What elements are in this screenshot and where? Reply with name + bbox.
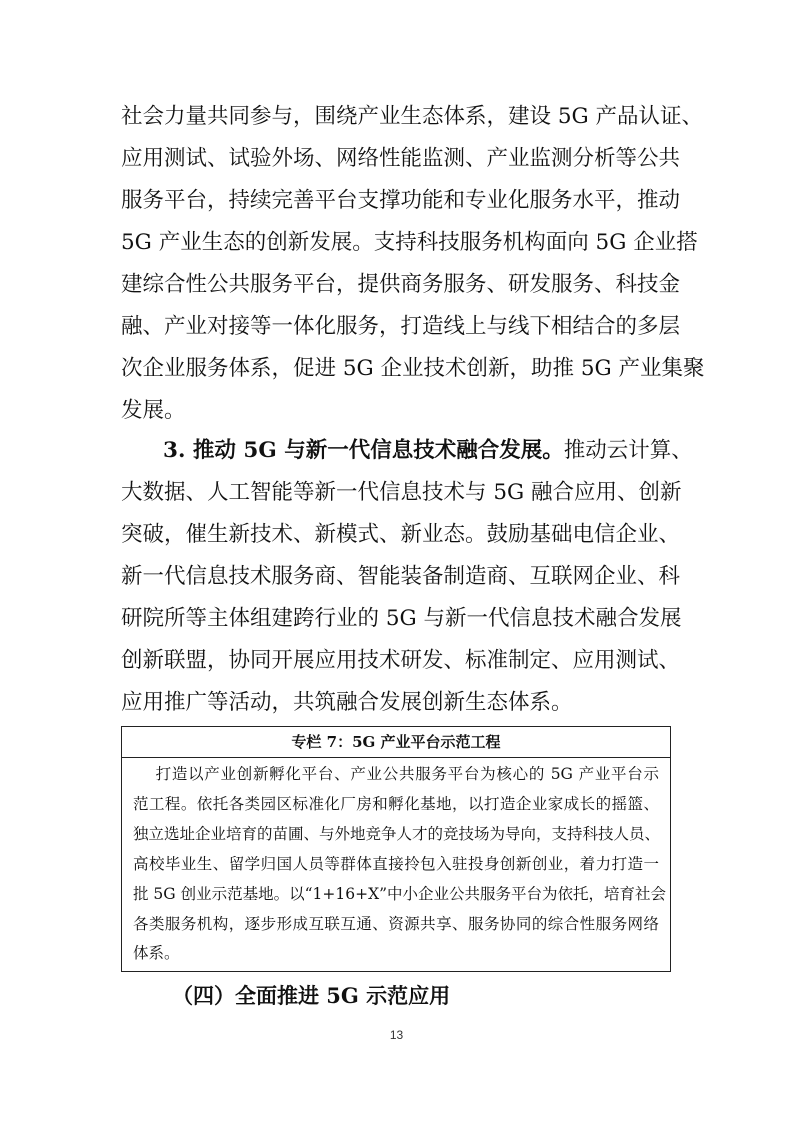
text-line: 创新联盟，协同开展应用技术研发、标准制定、应用测试、	[121, 648, 681, 673]
column-text-line: 打造以产业创新孵化平台、产业公共服务平台为核心的 5G 产业平台示	[133, 765, 659, 783]
page-number: 13	[389, 1028, 404, 1042]
text-line: 5G 产业生态的创新发展。支持科技服务机构面向 5G 企业搭	[121, 230, 698, 255]
section-subheading: （四）全面推进 5G 示范应用	[172, 983, 451, 1008]
text-line: 融、产业对接等一体化服务，打造线上与线下相结合的多层	[121, 314, 681, 339]
column-text-line: 体系。	[133, 944, 180, 962]
column-text-line: 独立选址企业培育的苗圃、与外地竞争人才的竞技场为导向，支持科技人员、	[133, 825, 661, 843]
column-title: 专栏 7：5G 产业平台示范工程	[122, 727, 670, 758]
text-line: 应用推广等活动，共筑融合发展创新生态体系。	[121, 690, 573, 715]
column-text-line: 高校毕业生、留学归国人员等群体直接拎包入驻投身创新创业，着力打造一	[133, 855, 659, 873]
text-line: 突破，催生新技术、新模式、新业态。鼓励基础电信企业、	[121, 522, 681, 547]
column-text-line: 批 5G 创业示范基地。以“1+16+X”中小企业公共服务平台为依托，培育社会	[133, 885, 667, 903]
text-line: 应用测试、试验外场、网络性能监测、产业监测分析等公共	[121, 146, 681, 171]
column-text-line: 范工程。依托各类园区标准化厂房和孵化基地，以打造企业家成长的摇篮、	[133, 795, 659, 813]
text-line: 服务平台，持续完善平台支撑功能和专业化服务水平，推动	[121, 188, 681, 213]
text-line: 社会力量共同参与，围绕产业生态体系，建设 5G 产品认证、	[121, 104, 704, 129]
column-text-line: 各类服务机构，逐步形成互联互通、资源共享、服务协同的综合性服务网络	[133, 915, 659, 933]
paragraph-first-line	[163, 438, 693, 468]
column-box	[121, 726, 671, 972]
text-line: 大数据、人工智能等新一代信息技术与 5G 融合应用、创新	[121, 480, 682, 505]
text-line: 建综合性公共服务平台，提供商务服务、研发服务、科技金	[121, 272, 681, 297]
text-line: 研院所等主体组建跨行业的 5G 与新一代信息技术融合发展	[121, 606, 682, 631]
text-line: 发展。	[121, 398, 186, 423]
text-line: 新一代信息技术服务商、智能装备制造商、互联网企业、科	[121, 564, 681, 589]
text-line: 次企业服务体系，促进 5G 企业技术创新，助推 5G 产业集聚	[121, 356, 705, 381]
heading-continuation: 推动云计算、	[563, 438, 693, 463]
section-heading: 3. 推动 5G 与新一代信息技术融合发展。	[163, 438, 564, 463]
